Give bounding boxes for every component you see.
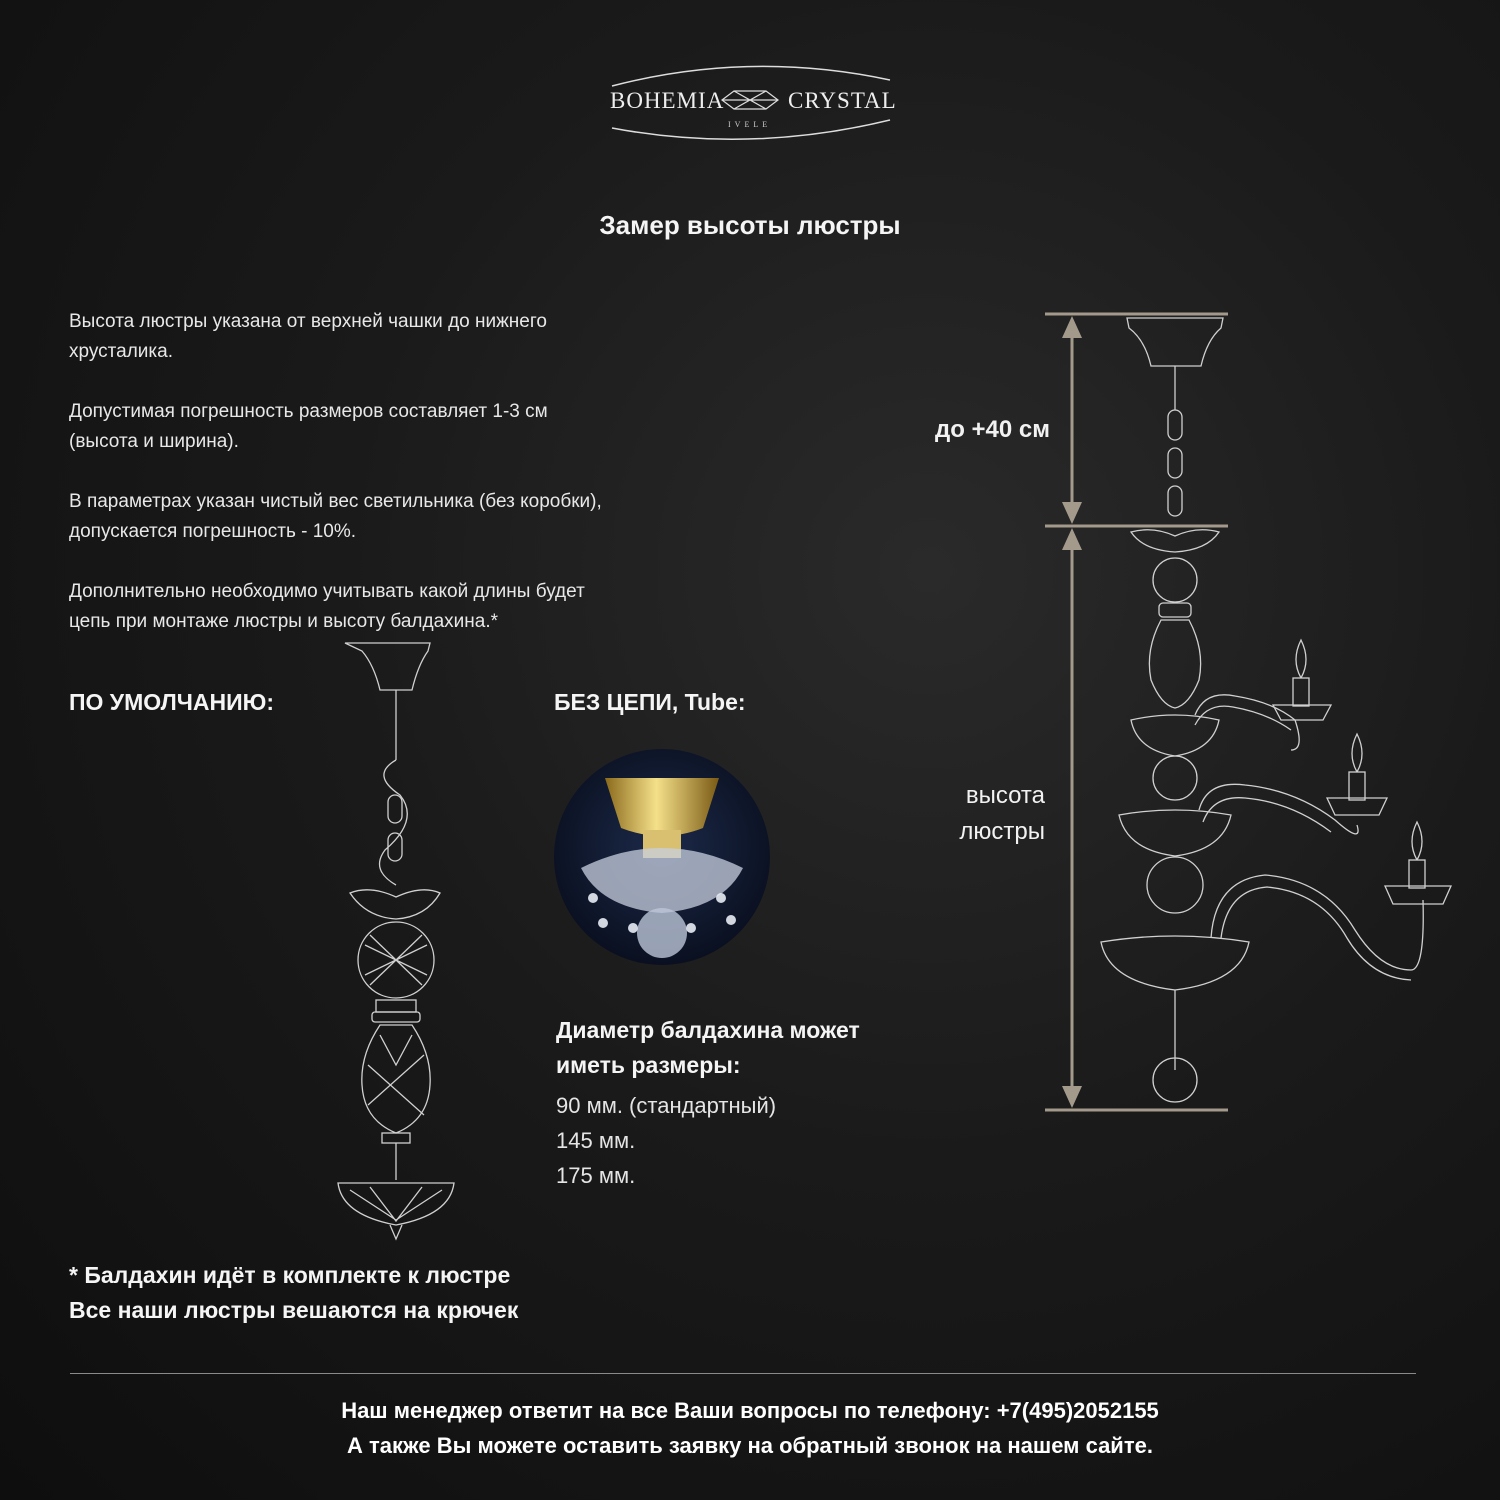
diameter-sizes xyxy=(556,1088,776,1193)
canopy-note xyxy=(69,1258,518,1328)
size-item: 90 мм. (стандартный) xyxy=(556,1093,777,1118)
brand-name-right: CRYSTAL xyxy=(788,88,897,113)
info-paragraph: В параметрах указан чистый вес светильника (без коробки), допускается погрешность - 10%. xyxy=(69,491,602,542)
diameter-heading-line: Диаметр балдахина может xyxy=(556,1017,860,1043)
info-paragraph: Высота люстры указана от верхней чашки до нижнего хрусталика. xyxy=(69,311,547,362)
footer-line: Наш менеджер ответит на все Ваши вопросы по телефону: +7(495)2052155 xyxy=(341,1398,1159,1423)
pendant-drawing xyxy=(330,635,460,1245)
info-text xyxy=(69,307,609,667)
size-item: 175 мм. xyxy=(556,1163,636,1188)
chain-dimension-label: до +40 см xyxy=(934,416,1050,443)
info-paragraph: Дополнительно необходимо учитывать какой длины будет цепь при монтаже люстры и высоту балдахина.* xyxy=(69,581,585,632)
chandelier-drawing xyxy=(1095,310,1455,1110)
brand-subname: IVELE xyxy=(728,120,772,129)
diameter-heading-line: иметь размеры: xyxy=(556,1052,741,1078)
tube-label: БЕЗ ЦЕПИ, Tube: xyxy=(554,689,746,715)
diameter-heading xyxy=(556,1013,916,1083)
size-item: 145 мм. xyxy=(556,1128,636,1153)
default-label: ПО УМОЛЧАНИЮ: xyxy=(69,689,275,715)
height-dimension-label xyxy=(850,778,1045,850)
note-line: Все наши люстры вешаются на крючек xyxy=(69,1297,519,1323)
page-title: Замер высоты люстры xyxy=(599,210,901,240)
height-label-line: люстры xyxy=(959,818,1045,845)
footer-line: А также Вы можете оставить заявку на обратный звонок на нашем сайте. xyxy=(347,1433,1153,1458)
brand-name-left: BOHEMIA xyxy=(610,88,725,113)
footer-divider xyxy=(70,1373,1416,1374)
footer-contact xyxy=(0,1393,1500,1463)
canopy-photo xyxy=(553,748,771,966)
note-line: * Балдахин идёт в комплекте к люстре xyxy=(69,1262,511,1288)
brand-logo xyxy=(600,58,900,148)
height-label-line: высота xyxy=(965,782,1045,809)
info-paragraph: Допустимая погрешность размеров составляет 1-3 см (высота и ширина). xyxy=(69,401,548,452)
